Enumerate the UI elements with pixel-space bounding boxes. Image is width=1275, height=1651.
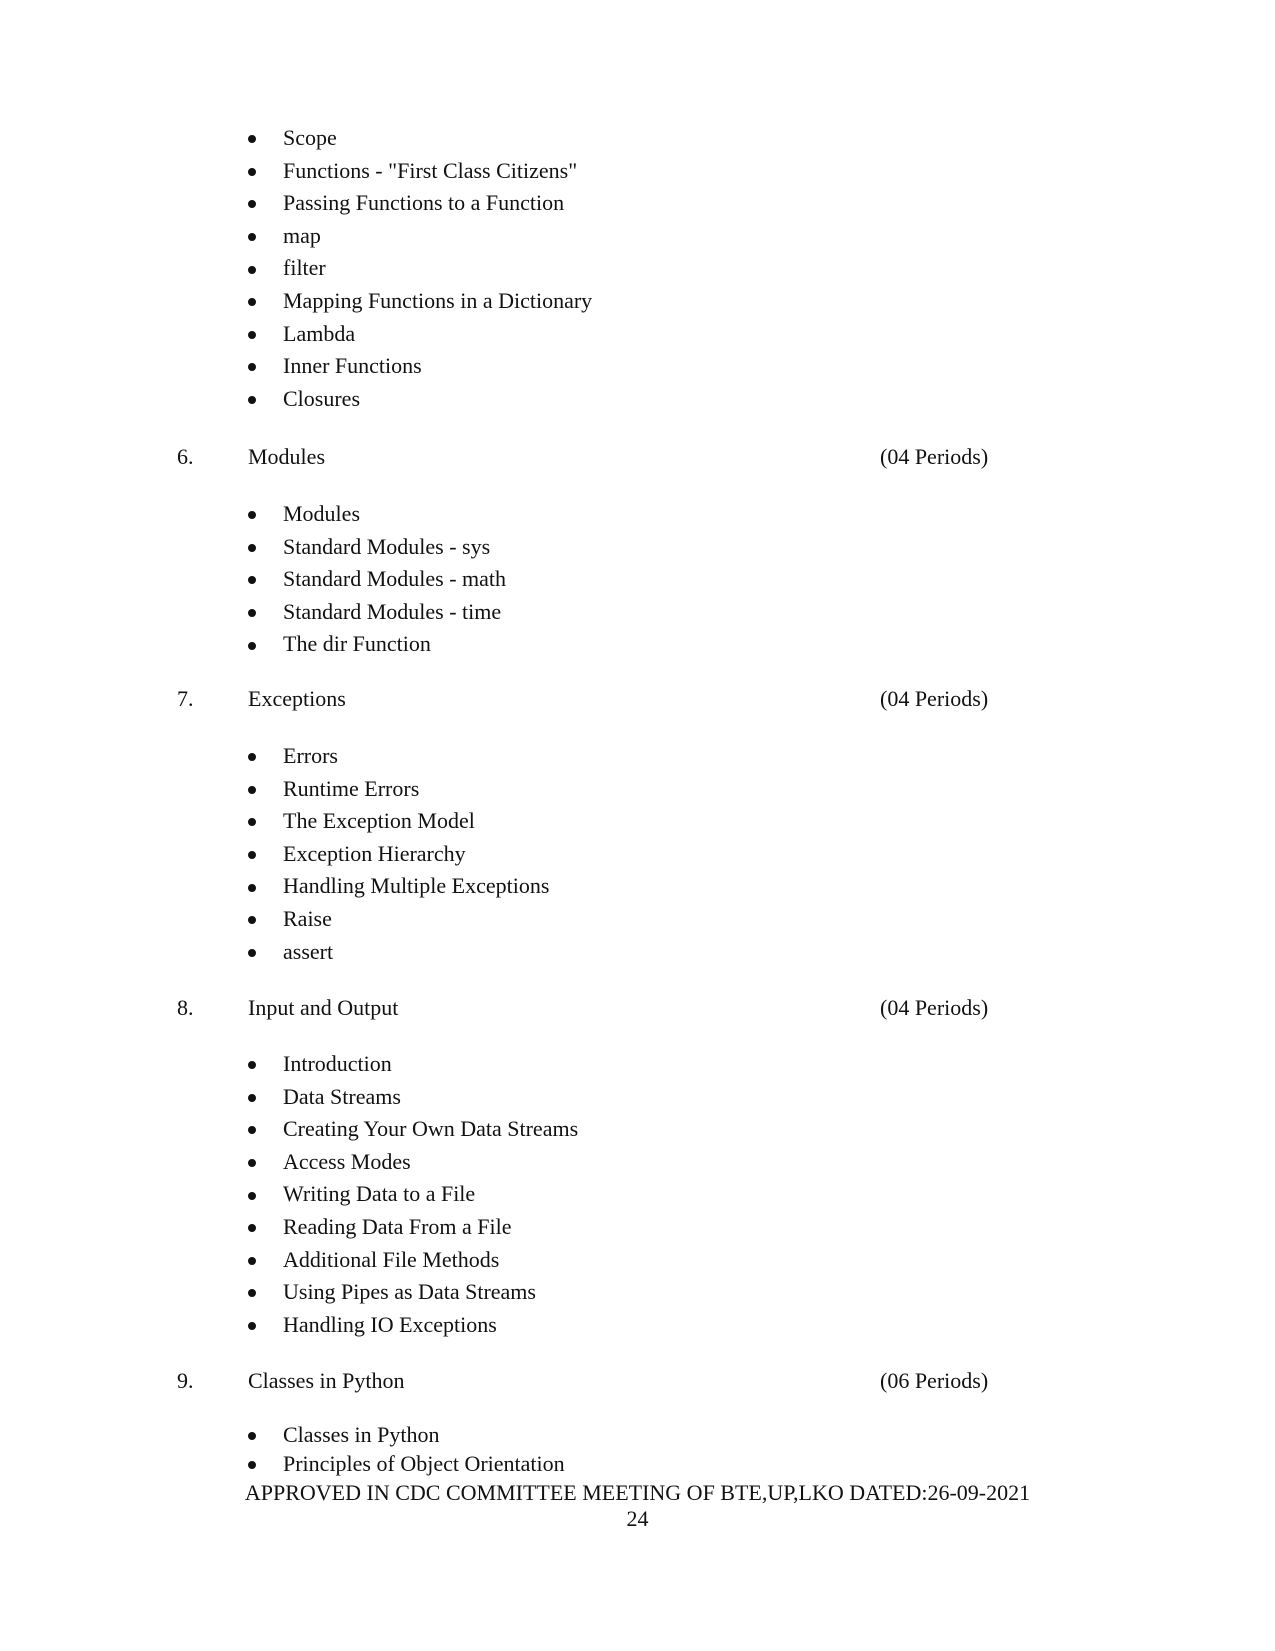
bullet-icon	[248, 363, 256, 371]
input-output-topic-list	[243, 1048, 578, 1341]
bullet-icon	[248, 1289, 256, 1297]
list-item-text: Data Streams	[283, 1083, 401, 1109]
list-item	[243, 252, 592, 285]
intro-topic-list	[243, 122, 592, 415]
list-item	[243, 1081, 578, 1114]
list-item	[243, 838, 549, 871]
list-item-text: Classes in Python	[283, 1422, 440, 1447]
bullet-icon	[248, 298, 256, 306]
list-item-text: Inner Functions	[283, 353, 422, 379]
list-item-text: The Exception Model	[283, 808, 475, 834]
bullet-icon	[248, 576, 256, 584]
bullet-icon	[248, 396, 256, 404]
list-item-text: Errors	[283, 743, 338, 768]
list-item-text: filter	[283, 255, 326, 281]
bullet-icon	[248, 753, 256, 761]
list-item	[243, 285, 592, 318]
list-item-text: Creating Your Own Data Streams	[283, 1116, 579, 1142]
list-item-text: Principles of Object Orientation	[283, 1451, 565, 1476]
list-item	[243, 318, 592, 351]
list-item-text: Standard Modules - math	[283, 566, 507, 592]
bullet-icon	[248, 266, 256, 274]
list-item	[243, 1048, 578, 1081]
list-item-text: Access Modes	[283, 1148, 411, 1174]
list-item	[243, 122, 592, 155]
list-item	[243, 805, 549, 838]
bullet-icon	[248, 609, 256, 617]
list-item	[243, 1178, 578, 1211]
bullet-icon	[248, 135, 256, 143]
bullet-icon	[248, 1322, 256, 1330]
bullet-icon	[248, 786, 256, 794]
list-item-text: Reading Data From a File	[283, 1213, 512, 1239]
list-item	[243, 1211, 578, 1244]
list-item-text: Closures	[283, 385, 360, 411]
list-item-text: Handling IO Exceptions	[283, 1311, 497, 1337]
list-item	[243, 187, 592, 220]
bullet-icon	[248, 642, 256, 650]
exceptions-topic-list	[243, 740, 549, 968]
list-item-text: Modules	[283, 501, 360, 526]
bullet-icon	[248, 1192, 256, 1200]
list-item-text: assert	[283, 938, 334, 964]
list-item	[243, 1420, 565, 1449]
section-number: 8.	[177, 995, 194, 1020]
bullet-icon	[248, 1159, 256, 1167]
list-item-text: Passing Functions to a Function	[283, 190, 565, 216]
list-item	[243, 870, 549, 903]
list-item	[243, 1309, 578, 1342]
list-item	[243, 1449, 565, 1478]
section-title: Input and Output	[248, 995, 399, 1020]
bullet-icon	[248, 818, 256, 826]
list-item-text: Mapping Functions in a Dictionary	[283, 287, 593, 313]
section-heading-input-output	[0, 993, 1275, 1023]
list-item	[243, 220, 592, 253]
bullet-icon	[248, 949, 256, 957]
section-periods: (04 Periods)	[880, 686, 989, 711]
section-title: Exceptions	[248, 686, 346, 711]
section-heading-modules	[0, 442, 1275, 472]
section-title: Modules	[248, 444, 325, 469]
list-item-text: Runtime Errors	[283, 775, 420, 801]
page-number: 24	[626, 1506, 649, 1531]
list-item	[243, 383, 592, 416]
bullet-icon	[248, 1224, 256, 1232]
bullet-icon	[248, 544, 256, 552]
list-item	[243, 531, 506, 564]
list-item-text: Raise	[283, 905, 332, 931]
list-item-text: The dir Function	[283, 631, 431, 657]
bullet-icon	[248, 331, 256, 339]
section-title: Classes in Python	[248, 1368, 405, 1393]
list-item-text: Lambda	[283, 320, 356, 346]
section-number: 9.	[177, 1368, 194, 1393]
section-periods: (06 Periods)	[880, 1368, 989, 1393]
section-heading-classes	[0, 1366, 1275, 1396]
bullet-icon	[248, 1126, 256, 1134]
list-item-text: Introduction	[283, 1051, 392, 1076]
bullet-icon	[248, 1461, 256, 1469]
list-item-text: Writing Data to a File	[283, 1181, 476, 1207]
list-item	[243, 350, 592, 383]
list-item-text: Handling Multiple Exceptions	[283, 873, 550, 899]
list-item-text: Standard Modules - sys	[283, 533, 491, 559]
bullet-icon	[248, 1061, 256, 1069]
list-item	[243, 596, 506, 629]
bullet-icon	[248, 1432, 256, 1440]
list-item	[243, 773, 549, 806]
classes-topic-list	[243, 1420, 565, 1478]
bullet-icon	[248, 511, 256, 519]
section-periods: (04 Periods)	[880, 444, 989, 469]
list-item	[243, 1276, 578, 1309]
bullet-icon	[248, 1094, 256, 1102]
list-item-text: Using Pipes as Data Streams	[283, 1279, 536, 1305]
list-item	[243, 155, 592, 188]
list-item	[243, 1113, 578, 1146]
bullet-icon	[248, 1257, 256, 1265]
list-item	[243, 1244, 578, 1277]
list-item-text: Functions - "First Class Citizens"	[283, 157, 578, 183]
list-item	[243, 740, 549, 773]
section-number: 6.	[177, 444, 194, 469]
section-heading-exceptions	[0, 684, 1275, 714]
list-item	[243, 563, 506, 596]
bullet-icon	[248, 233, 256, 241]
list-item-text: Additional File Methods	[283, 1246, 500, 1272]
list-item	[243, 1146, 578, 1179]
section-periods: (04 Periods)	[880, 995, 989, 1020]
list-item	[243, 628, 506, 661]
list-item-text: Exception Hierarchy	[283, 840, 466, 866]
list-item-text: Scope	[283, 125, 337, 150]
list-item	[243, 498, 506, 531]
bullet-icon	[248, 884, 256, 892]
modules-topic-list	[243, 498, 506, 661]
list-item-text: map	[283, 222, 321, 248]
section-number: 7.	[177, 686, 194, 711]
bullet-icon	[248, 851, 256, 859]
list-item	[243, 936, 549, 969]
footer-approval-text: APPROVED IN CDC COMMITTEE MEETING OF BTE,UP,LKO DATED:26-09-2021	[244, 1480, 1031, 1505]
bullet-icon	[248, 200, 256, 208]
list-item	[243, 903, 549, 936]
bullet-icon	[248, 916, 256, 924]
bullet-icon	[248, 168, 256, 176]
list-item-text: Standard Modules - time	[283, 598, 502, 624]
